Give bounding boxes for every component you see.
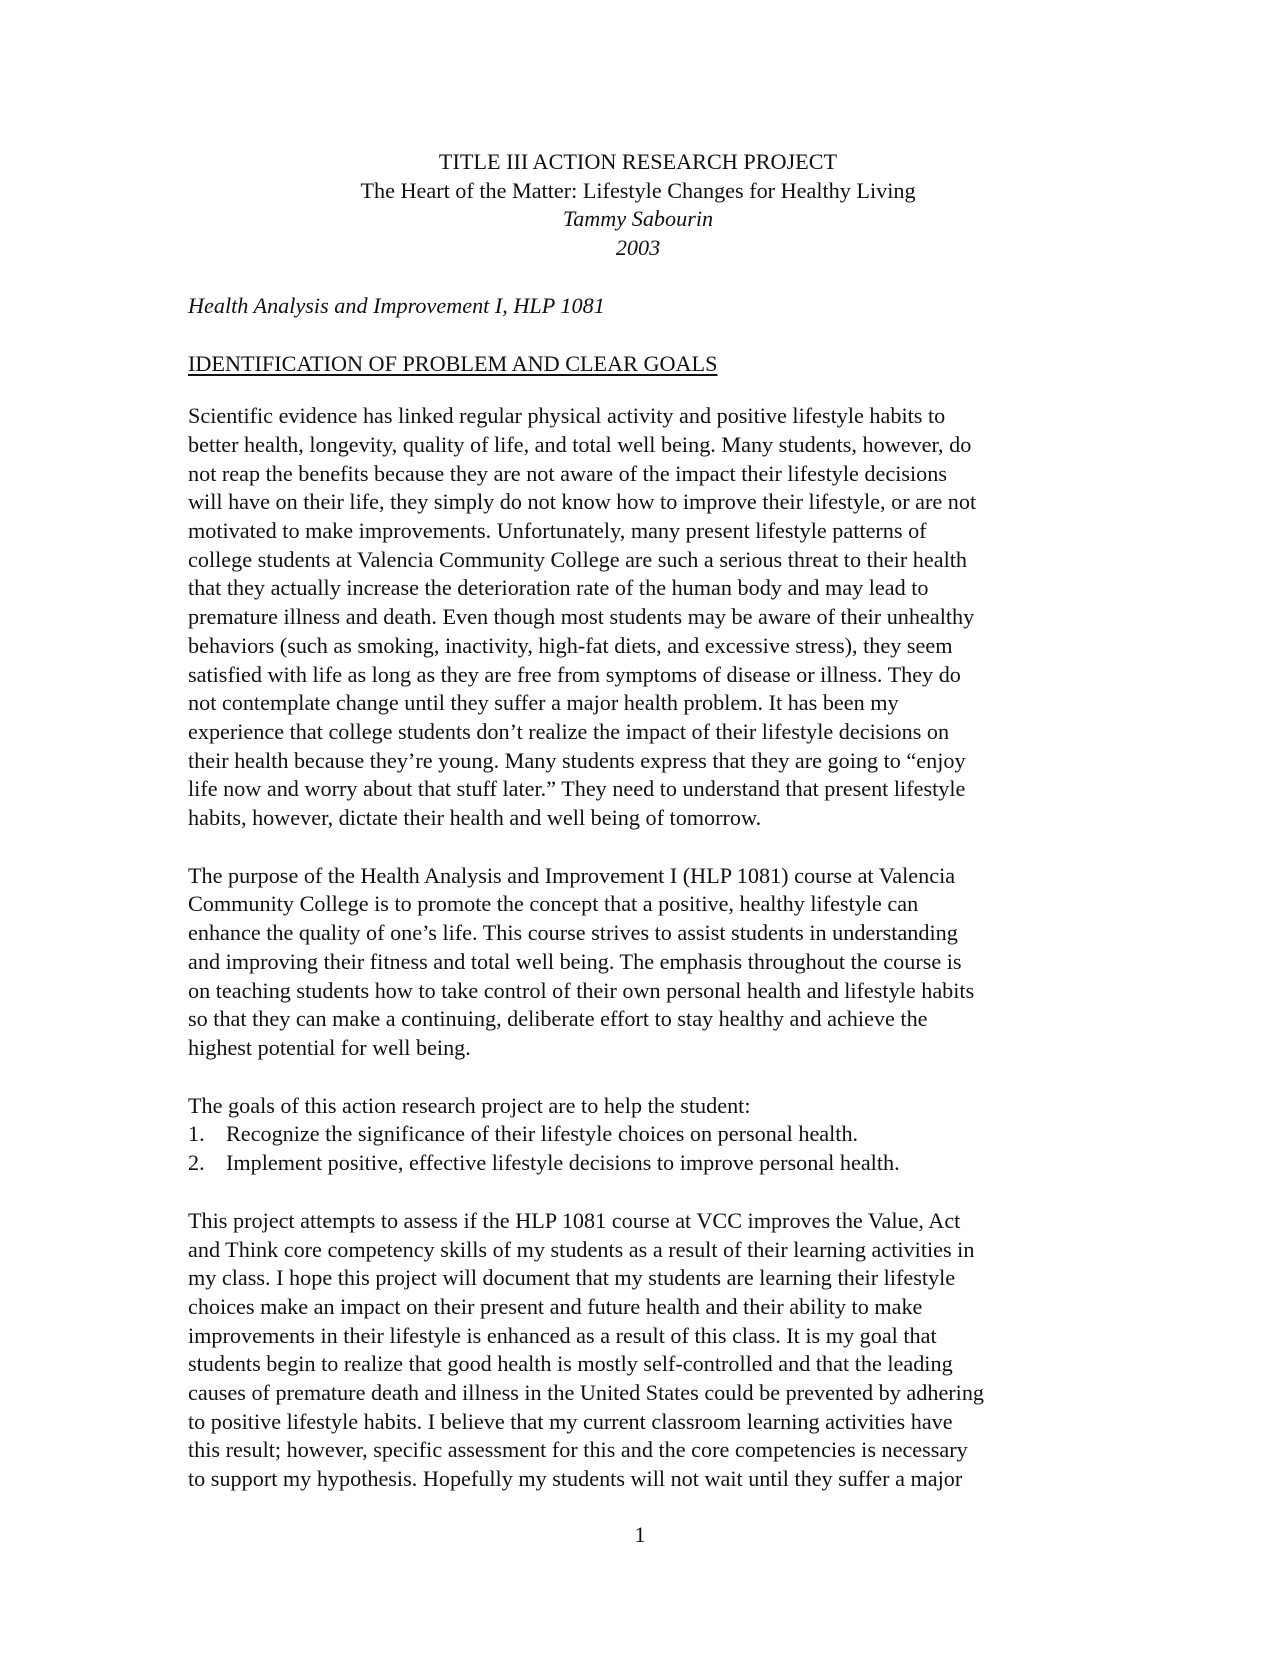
text-line: causes of premature death and illness in the United States could be prevented by adhering bbox=[188, 1380, 985, 1406]
text-line: motivated to make improvements. Unfortunately, many present lifestyle patterns of bbox=[188, 518, 927, 544]
text-line: not reap the benefits because they are not aware of the impact their lifestyle decisions bbox=[188, 460, 948, 486]
text-line: and improving their fitness and total well being. The emphasis throughout the course is bbox=[188, 948, 962, 974]
goals-section bbox=[188, 1092, 1088, 1178]
text-line: satisfied with life as long as they are free from symptoms of disease or illness. They do bbox=[188, 661, 961, 687]
text-line: better health, longevity, quality of life, and total well being. Many students, however, do bbox=[188, 431, 972, 457]
text-line: experience that college students don’t realize the impact of their lifestyle decisions on bbox=[188, 718, 950, 744]
text-line: this result; however, specific assessment for this and the core competencies is necessary bbox=[188, 1437, 968, 1463]
paragraph-problem bbox=[188, 402, 1088, 833]
paragraph-assessment bbox=[188, 1207, 1088, 1494]
title-block bbox=[188, 148, 1088, 263]
list-item bbox=[188, 1120, 1088, 1149]
text-line: to support my hypothesis. Hopefully my students will not wait until they suffer a major bbox=[188, 1466, 963, 1492]
text-line: their health because they’re young. Many students express that they are going to “enjoy bbox=[188, 747, 966, 773]
project-title: The Heart of the Matter: Lifestyle Changes for Healthy Living bbox=[360, 177, 916, 203]
project-year: 2003 bbox=[615, 235, 661, 261]
list-number: 1. bbox=[188, 1121, 205, 1147]
text-line: The purpose of the Health Analysis and Improvement I (HLP 1081) course at Valencia bbox=[188, 862, 956, 888]
text-line: This project attempts to assess if the HLP 1081 course at VCC improves the Value, Act bbox=[188, 1207, 961, 1233]
section-heading: IDENTIFICATION OF PROBLEM AND CLEAR GOALS bbox=[188, 350, 718, 376]
text-line: premature illness and death. Even though most students may be aware of their unhealthy bbox=[188, 604, 975, 630]
text-line: improvements in their lifestyle is enhanced as a result of this class. It is my goal that bbox=[188, 1322, 937, 1348]
text-line: to positive lifestyle habits. I believe that my current classroom learning activities have bbox=[188, 1408, 953, 1434]
author-name: Tammy Sabourin bbox=[562, 206, 714, 232]
list-text: Recognize the significance of their lifestyle choices on personal health. bbox=[226, 1121, 859, 1147]
list-item bbox=[188, 1149, 1088, 1178]
text-line: and Think core competency skills of my students as a result of their learning activities in bbox=[188, 1236, 975, 1262]
course-name: Health Analysis and Improvement I, HLP 1081 bbox=[188, 292, 605, 318]
text-line: students begin to realize that good health is mostly self-controlled and that the leading bbox=[188, 1351, 953, 1377]
text-line: college students at Valencia Community College are such a serious threat to their health bbox=[188, 546, 968, 572]
goals-intro: The goals of this action research project are to help the student: bbox=[188, 1092, 751, 1118]
text-line: on teaching students how to take control of their own personal health and lifestyle habits bbox=[188, 977, 975, 1003]
text-line: my class. I hope this project will document that my students are learning their lifestyle bbox=[188, 1265, 956, 1291]
text-line: enhance the quality of one’s life. This course strives to assist students in understanding bbox=[188, 920, 958, 946]
text-line: will have on their life, they simply do not know how to improve their lifestyle, or are not bbox=[188, 489, 977, 515]
text-line: life now and worry about that stuff later.” They need to understand that present lifestyle bbox=[188, 776, 966, 802]
page-number: 1 bbox=[634, 1522, 646, 1547]
paragraph-purpose bbox=[188, 862, 1088, 1063]
text-line: Scientific evidence has linked regular physical activity and positive lifestyle habits to bbox=[188, 403, 946, 429]
text-line: Community College is to promote the concept that a positive, healthy lifestyle can bbox=[188, 891, 919, 917]
list-number: 2. bbox=[188, 1150, 205, 1176]
list-text: Implement positive, effective lifestyle decisions to improve personal health. bbox=[226, 1150, 900, 1176]
text-line: not contemplate change until they suffer a major health problem. It has been my bbox=[188, 690, 899, 716]
text-line: habits, however, dictate their health and well being of tomorrow. bbox=[188, 805, 762, 831]
page-content bbox=[188, 148, 1088, 1494]
text-line: that they actually increase the deterioration rate of the human body and may lead to bbox=[188, 575, 929, 601]
text-line: so that they can make a continuing, deliberate effort to stay healthy and achieve the bbox=[188, 1006, 928, 1032]
text-line: behaviors (such as smoking, inactivity, high-fat diets, and excessive stress), they seem bbox=[188, 632, 953, 658]
text-line: highest potential for well being. bbox=[188, 1034, 471, 1060]
program-title: TITLE III ACTION RESEARCH PROJECT bbox=[438, 149, 838, 174]
text-line: choices make an impact on their present and future health and their ability to make bbox=[188, 1293, 923, 1319]
